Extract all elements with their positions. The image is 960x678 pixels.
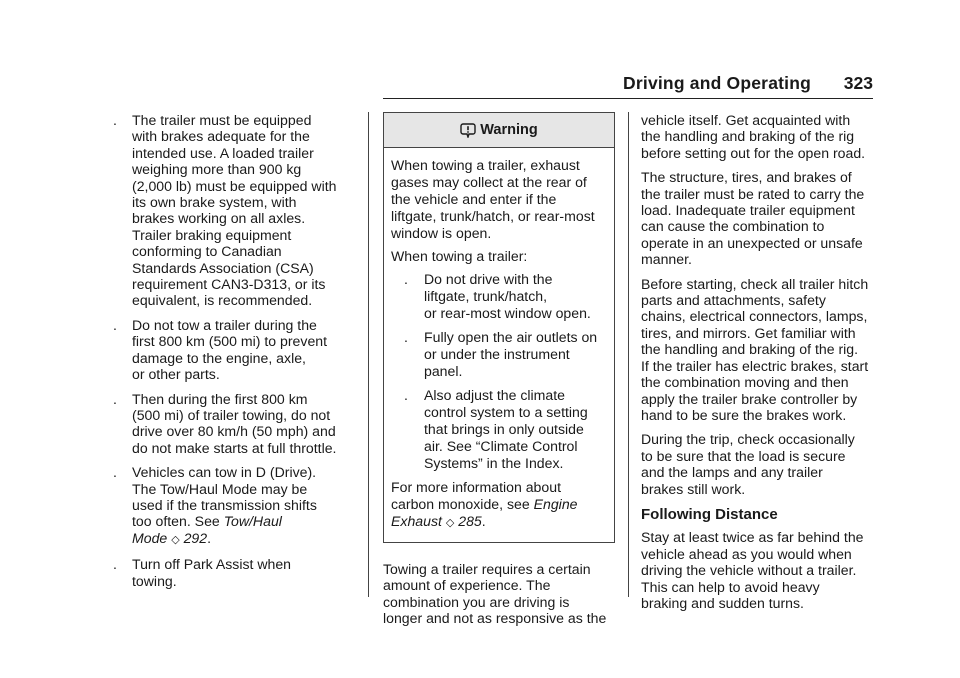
text-line: During the trip, check occasionally	[641, 431, 855, 448]
text-line: Towing a trailer requires a certain	[383, 561, 591, 577]
text-line: Vehicles can tow in D (Drive).	[132, 464, 317, 481]
list-item	[113, 112, 355, 309]
text-line: and the lamps and any trailer	[641, 464, 823, 481]
bullet-dot: .	[113, 390, 117, 407]
page-header	[383, 68, 873, 99]
text-line: liftgate, trunk/hatch,	[424, 288, 547, 304]
text-line: The Tow/Haul Mode may be	[132, 480, 308, 497]
text-line: towing.	[132, 572, 177, 589]
list-item	[391, 387, 607, 472]
text-line: to be sure that the load is secure	[641, 447, 846, 464]
text-line: requirement CAN3-D313, or its	[132, 276, 326, 293]
text-line	[132, 513, 355, 529]
text-line: Fully open the air outlets on	[424, 329, 598, 345]
warning-intro	[391, 157, 607, 242]
text-line: first 800 km (500 mi) to prevent	[132, 333, 328, 350]
bullet-text	[424, 387, 607, 472]
text-line: brakes still work.	[641, 480, 746, 497]
text-line: combination you are driving is	[383, 593, 570, 610]
text-line: before setting out for the open road.	[641, 144, 866, 161]
page-ref-icon: ◇	[171, 533, 180, 546]
section-heading: Following Distance	[641, 505, 778, 523]
text-line: or rear-most window open.	[424, 305, 591, 321]
text-line: drive over 80 km/h (50 mph) and	[132, 423, 336, 440]
text-line: the vehicle and enter if the	[391, 191, 557, 207]
text-line: When towing a trailer, exhaust	[391, 157, 580, 173]
text-fragment: carbon monoxide, see	[391, 496, 530, 512]
bullet-dot: .	[113, 112, 117, 128]
bullet-dot: .	[404, 329, 408, 345]
text-line: panel.	[424, 363, 463, 379]
column-left	[113, 112, 355, 597]
text-line: the handling and braking of the rig	[641, 128, 855, 145]
page-ref-icon: ◇	[445, 517, 455, 529]
text-line: For more information about	[391, 479, 561, 495]
text-line: Also adjust the climate	[424, 387, 566, 403]
paragraph	[641, 276, 877, 424]
text-line: Then during the first 800 km	[132, 390, 308, 407]
page-number: 323	[843, 73, 873, 93]
text-line: damage to the engine, axle,	[132, 349, 306, 366]
text-line: The trailer must be equipped	[132, 112, 312, 128]
paragraph	[641, 169, 877, 267]
text-line: conforming to Canadian	[132, 243, 282, 260]
bullet-text	[132, 464, 355, 548]
warning-bullet-list	[391, 271, 607, 472]
bullet-dot: .	[113, 316, 117, 333]
text-line: do not make starts at full throttle.	[132, 439, 337, 456]
text-line: longer and not as responsive as the	[383, 610, 607, 627]
bullet-text	[132, 112, 355, 309]
warning-body	[384, 148, 614, 542]
column-divider	[368, 112, 369, 597]
text-line: apply the trailer brake controller by	[641, 390, 858, 407]
bullet-text	[132, 317, 355, 383]
bullet-dot: .	[113, 556, 117, 573]
text-line: or under the instrument	[424, 346, 570, 362]
list-item	[113, 317, 355, 383]
text-line: If the trailer has electric brakes, start	[641, 357, 869, 374]
text-line: tires, and mirrors. Get familiar with	[641, 324, 856, 341]
bullet-text	[132, 391, 355, 457]
list-item	[113, 556, 355, 589]
text-line: Standards Association (CSA)	[132, 259, 314, 276]
text-line: manner.	[641, 251, 692, 268]
text-line: vehicle ahead as you would when	[641, 545, 852, 562]
text-line: equivalent, is recommended.	[132, 292, 313, 309]
section-title: Driving and Operating	[623, 73, 811, 93]
bullet-text	[424, 271, 607, 322]
warning-header	[384, 113, 614, 148]
text-line: driving the vehicle without a trailer.	[641, 562, 857, 579]
column-right	[641, 112, 877, 619]
list-item	[113, 391, 355, 457]
text-line: gases may collect at the rear of	[391, 174, 587, 190]
text-line: brakes working on all axles.	[132, 210, 306, 227]
text-line: braking and sudden turns.	[641, 594, 804, 611]
bullet-text	[132, 556, 355, 589]
text-line: window is open.	[391, 225, 492, 241]
text-line: Mode ◇ 292.	[132, 529, 212, 546]
column-middle	[383, 112, 615, 627]
text-line: Turn off Park Assist when	[132, 556, 292, 573]
bullet-dot: .	[404, 271, 408, 287]
text-line: liftgate, trunk/hatch, or rear-most	[391, 208, 595, 224]
text-line: air. See “Climate Control	[424, 438, 578, 454]
text-line: the trailer must be rated to carry the	[641, 185, 865, 202]
text-line: Do not drive with the	[424, 271, 553, 287]
list-item	[391, 329, 607, 380]
text-line: vehicle itself. Get acquainted with	[641, 112, 851, 128]
bullet-dot: .	[404, 387, 408, 403]
page-ref-number[interactable]: 292	[183, 529, 208, 546]
bullet-dot: .	[113, 464, 117, 481]
text-line: can cause the combination to	[641, 218, 825, 235]
text-line: parts and attachments, safety	[641, 292, 826, 309]
text-line: its own brake system, with	[132, 194, 297, 211]
tow-haul-mode-link[interactable]: Tow/Haul	[223, 513, 282, 530]
engine-exhaust-link[interactable]: Exhaust	[391, 513, 442, 529]
text-line: (2,000 lb) must be equipped with	[132, 177, 337, 194]
text-line: Trailer braking equipment	[132, 226, 292, 243]
towing-experience-paragraph	[383, 561, 615, 627]
text-line: Do not tow a trailer during the	[132, 316, 317, 333]
text-line: load. Inadequate trailer equipment	[641, 202, 855, 219]
text-line: Systems” in the Index.	[424, 455, 564, 471]
text-line: chains, electrical connectors, lamps,	[641, 308, 868, 325]
text-line: Exhaust ◇ 285.	[391, 513, 486, 529]
warning-box	[383, 112, 615, 543]
text-line: (500 mi) of trailer towing, do not	[132, 406, 331, 423]
text-line: amount of experience. The	[383, 577, 551, 594]
list-item	[113, 464, 355, 548]
text-line: the combination moving and then	[641, 374, 849, 391]
text-line: the handling and braking of the rig.	[641, 341, 859, 358]
text-line: with brakes adequate for the	[132, 128, 310, 145]
text-fragment: too often. See	[132, 513, 220, 530]
paragraph	[641, 529, 877, 611]
text-line: This can help to avoid heavy	[641, 578, 820, 595]
text-line: that brings in only outside	[424, 421, 584, 437]
list-item	[391, 271, 607, 322]
text-line: hand to be sure the brakes work.	[641, 406, 847, 423]
text-line	[391, 496, 607, 513]
text-line: control system to a setting	[424, 404, 588, 420]
tow-haul-mode-link[interactable]: Mode	[132, 529, 168, 546]
column-divider	[628, 112, 629, 597]
warning-lead: When towing a trailer:	[391, 248, 528, 264]
paragraph	[641, 431, 877, 497]
text-line: weighing more than 900 kg	[132, 161, 302, 178]
text-line: intended use. A loaded trailer	[132, 144, 314, 161]
warning-more-info	[391, 479, 607, 532]
bullet-text	[424, 329, 607, 380]
text-line: used if the transmission shifts	[132, 496, 317, 513]
text-line: The structure, tires, and brakes of	[641, 169, 852, 186]
engine-exhaust-link[interactable]: Engine	[533, 496, 578, 512]
page-ref-number[interactable]: 285	[458, 513, 482, 529]
bullet-list	[113, 112, 355, 589]
warning-title: Warning	[480, 121, 538, 138]
paragraph	[641, 112, 877, 161]
text-line: Before starting, check all trailer hitch	[641, 275, 869, 292]
text-line: or other parts.	[132, 366, 220, 383]
text-line: Stay at least twice as far behind the	[641, 529, 864, 546]
text-line: operate in an unexpected or unsafe	[641, 234, 863, 251]
warning-icon	[460, 123, 476, 138]
